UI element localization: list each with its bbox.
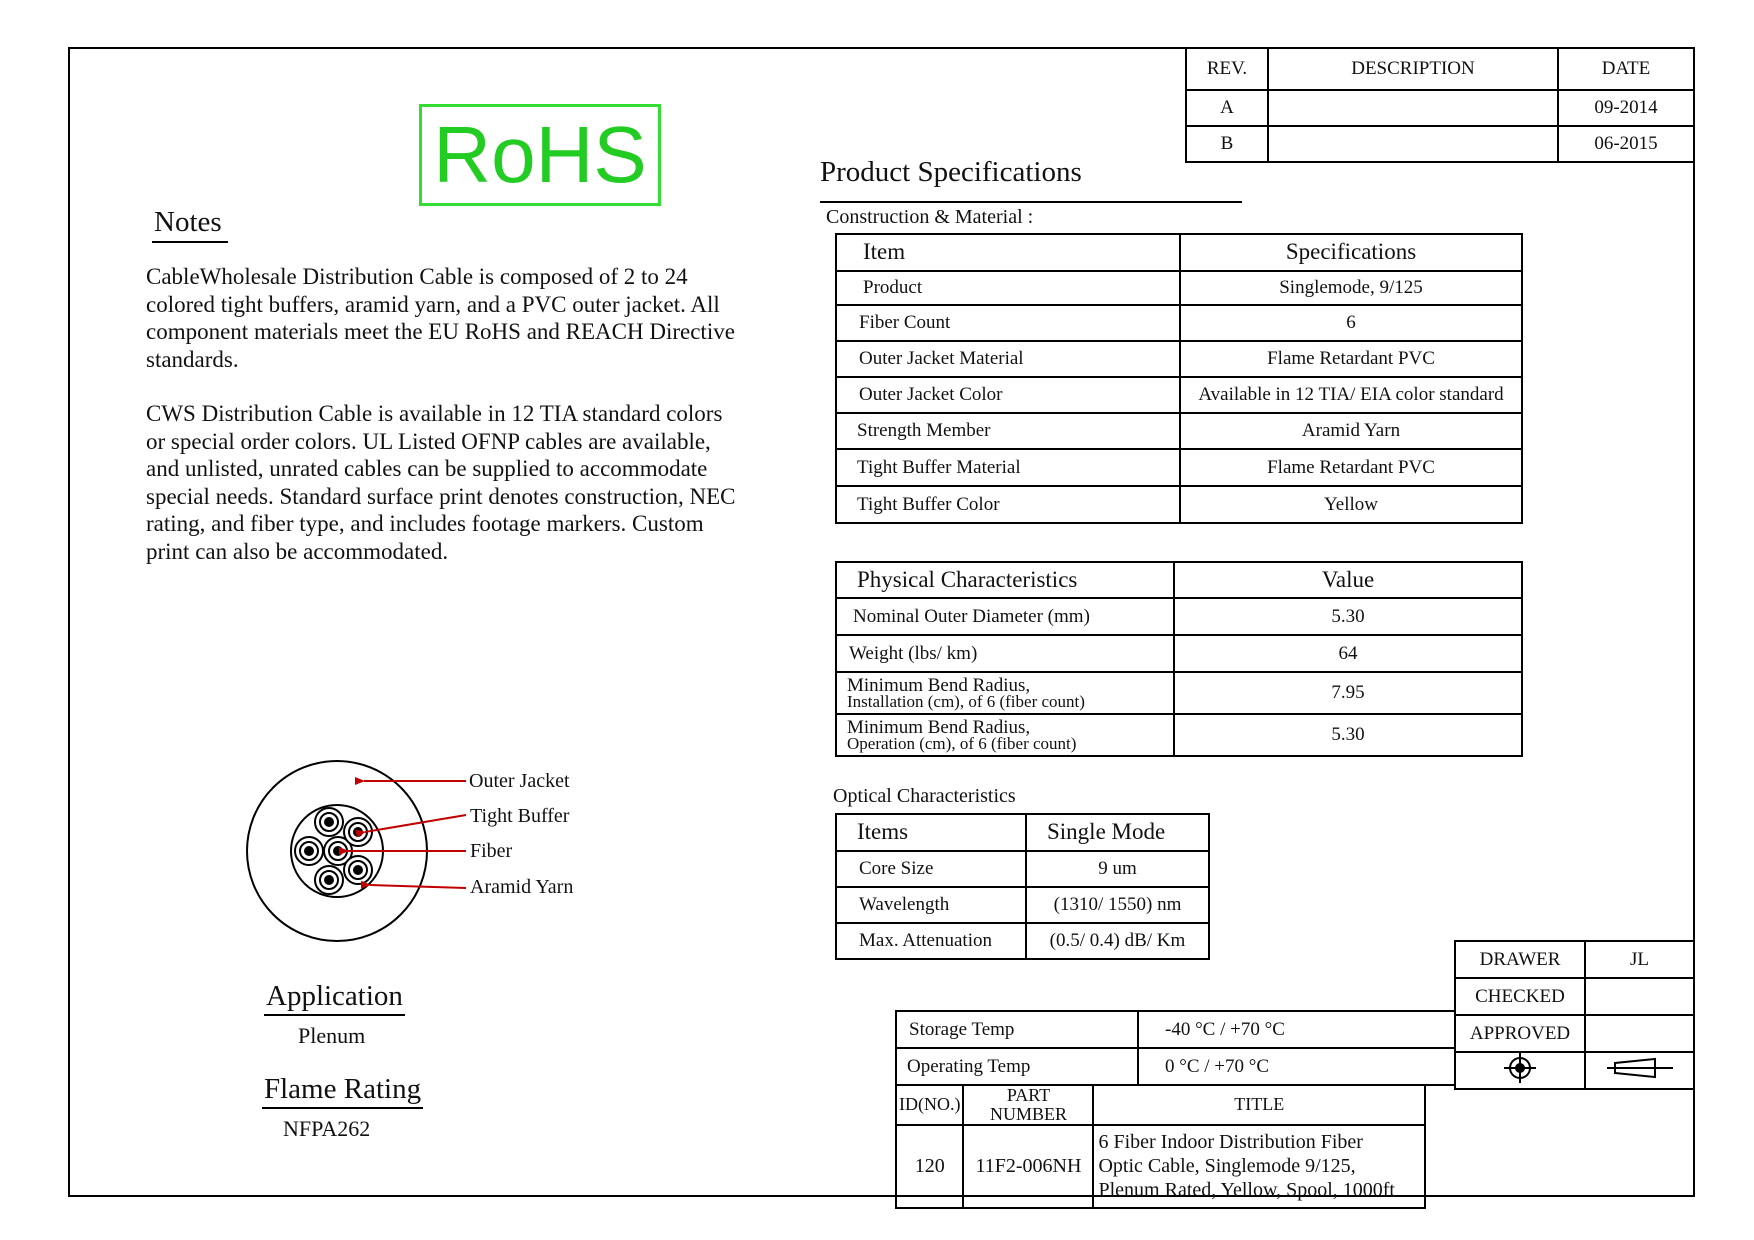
construction-label: Construction & Material : [826,206,1034,228]
projection-cone-cell [1585,1052,1694,1089]
title-underline [820,201,1242,203]
bend-radius-installation [836,672,1174,714]
crosshair-icon [1503,1053,1537,1083]
spec-value: Flame Retardant PVC [1180,449,1522,486]
item-header: Item [836,234,1180,271]
spec-value: Singlemode, 9/125 [1180,271,1522,305]
flame-rating-title: Flame Rating [262,1073,423,1109]
single-mode-header: Single Mode [1026,814,1209,851]
value-header: Value [1174,562,1522,598]
id-header: ID(NO.) [896,1085,963,1125]
tight-buffer-callout: Tight Buffer [470,805,570,827]
spec-item: Tight Buffer Material [836,449,1180,486]
rev-b-description [1268,126,1558,162]
checked-value [1585,978,1694,1015]
approved-value [1585,1015,1694,1052]
physical-characteristics-table [835,561,1523,757]
optical-label: Optical Characteristics [833,785,1016,807]
fiber-callout: Fiber [470,840,513,862]
temperature-table [895,1010,1456,1086]
projection-symbol-cell [1455,1052,1585,1089]
application-value: Plenum [298,1023,366,1048]
drawer-label: DRAWER [1455,941,1585,978]
spec-item: Outer Jacket Color [836,377,1180,413]
notes-paragraph-2-text: CWS Distribution Cable is available in 12 TIA standard colors or special order colors. UL Listed OFNP cables are available, and unlisted, unrated cables can be supplied to accommodate special needs. Standard surface print denotes construction, NEC rating, and fiber type, and includes footage markers. Custom print can also be accommodated. [146,401,736,564]
flame-rating-value: NFPA262 [283,1116,371,1141]
physical-label: Nominal Outer Diameter (mm) [836,598,1174,635]
spec-value: Flame Retardant PVC [1180,341,1522,377]
spec-value: Available in 12 TIA/ EIA color standard [1180,377,1522,413]
drawer-value: JL [1585,941,1694,978]
spec-value: Yellow [1180,486,1522,523]
approval-table [1454,940,1695,1090]
storage-temp-label: Storage Temp [896,1011,1138,1048]
spec-value: Aramid Yarn [1180,413,1522,449]
physical-label: Weight (lbs/ km) [836,635,1174,672]
approved-label: APPROVED [1455,1015,1585,1052]
title-line: Plenum Rated, Yellow, Spool, 1000ft [1098,1179,1395,1202]
spec-item: Tight Buffer Color [836,486,1180,523]
spec-item: Strength Member [836,413,1180,449]
optical-value: 9 um [1026,851,1209,887]
rev-a-date: 09-2014 [1558,90,1694,126]
part-number-header: PART NUMBER [963,1085,1093,1125]
rev-a-description [1268,90,1558,126]
optical-characteristics-table [835,813,1210,960]
notes-paragraph-1-text: CableWholesale Distribution Cable is composed of 2 to 24 colored tight buffers, aramid yarn, and a PVC outer jacket. All component materials meet the EU RoHS and REACH Directive standards. [146,264,735,372]
notes-title: Notes [152,206,228,243]
part-number-value: 11F2-006NH [963,1125,1093,1208]
title-value [1093,1125,1425,1208]
rev-b: B [1186,126,1268,162]
optical-value: (1310/ 1550) nm [1026,887,1209,923]
title-line: Optic Cable, Singlemode 9/125, [1098,1155,1356,1178]
specifications-header: Specifications [1180,234,1522,271]
application-title: Application [264,980,405,1016]
spec-value: 6 [1180,305,1522,341]
optical-value: (0.5/ 0.4) dB/ Km [1026,923,1209,959]
rev-b-date: 06-2015 [1558,126,1694,162]
optical-item: Max. Attenuation [836,923,1026,959]
bend-label-line1: Minimum Bend Radius, [847,716,1031,738]
description-header: DESCRIPTION [1268,48,1558,90]
notes-paragraph-2 [146,400,746,566]
spec-item: Outer Jacket Material [836,341,1180,377]
physical-header: Physical Characteristics [836,562,1174,598]
aramid-yarn-callout: Aramid Yarn [470,876,574,898]
storage-temp-value: -40 °C / +70 °C [1138,1011,1455,1048]
operating-temp-label: Operating Temp [896,1048,1138,1085]
title-header: TITLE [1093,1085,1425,1125]
bend-label-line2: Installation (cm), of 6 (fiber count) [847,691,1085,711]
physical-value: 64 [1174,635,1522,672]
product-specifications-title: Product Specifications [820,156,1082,188]
id-value: 120 [896,1125,963,1208]
rohs-badge: RoHS [419,104,661,206]
title-line: 6 Fiber Indoor Distribution Fiber [1098,1131,1363,1154]
outer-jacket-callout: Outer Jacket [469,770,570,792]
bend-label-line2: Operation (cm), of 6 (fiber count) [847,733,1077,753]
spec-item: Fiber Count [836,305,1180,341]
spec-item: Product [836,271,1180,305]
rev-a: A [1186,90,1268,126]
physical-value: 5.30 [1174,714,1522,756]
bend-label-line1: Minimum Bend Radius, [847,674,1031,696]
construction-table [835,233,1523,524]
optical-item: Wavelength [836,887,1026,923]
rev-header: REV. [1186,48,1268,90]
items-header: Items [836,814,1026,851]
bend-radius-operation [836,714,1174,756]
title-block-table [895,1084,1426,1209]
date-header: DATE [1558,48,1694,90]
optical-item: Core Size [836,851,1026,887]
physical-value: 5.30 [1174,598,1522,635]
third-angle-projection-icon [1605,1056,1675,1080]
operating-temp-value: 0 °C / +70 °C [1138,1048,1455,1085]
revision-table [1185,47,1695,163]
physical-value: 7.95 [1174,672,1522,714]
notes-paragraph-1 [146,263,746,373]
checked-label: CHECKED [1455,978,1585,1015]
